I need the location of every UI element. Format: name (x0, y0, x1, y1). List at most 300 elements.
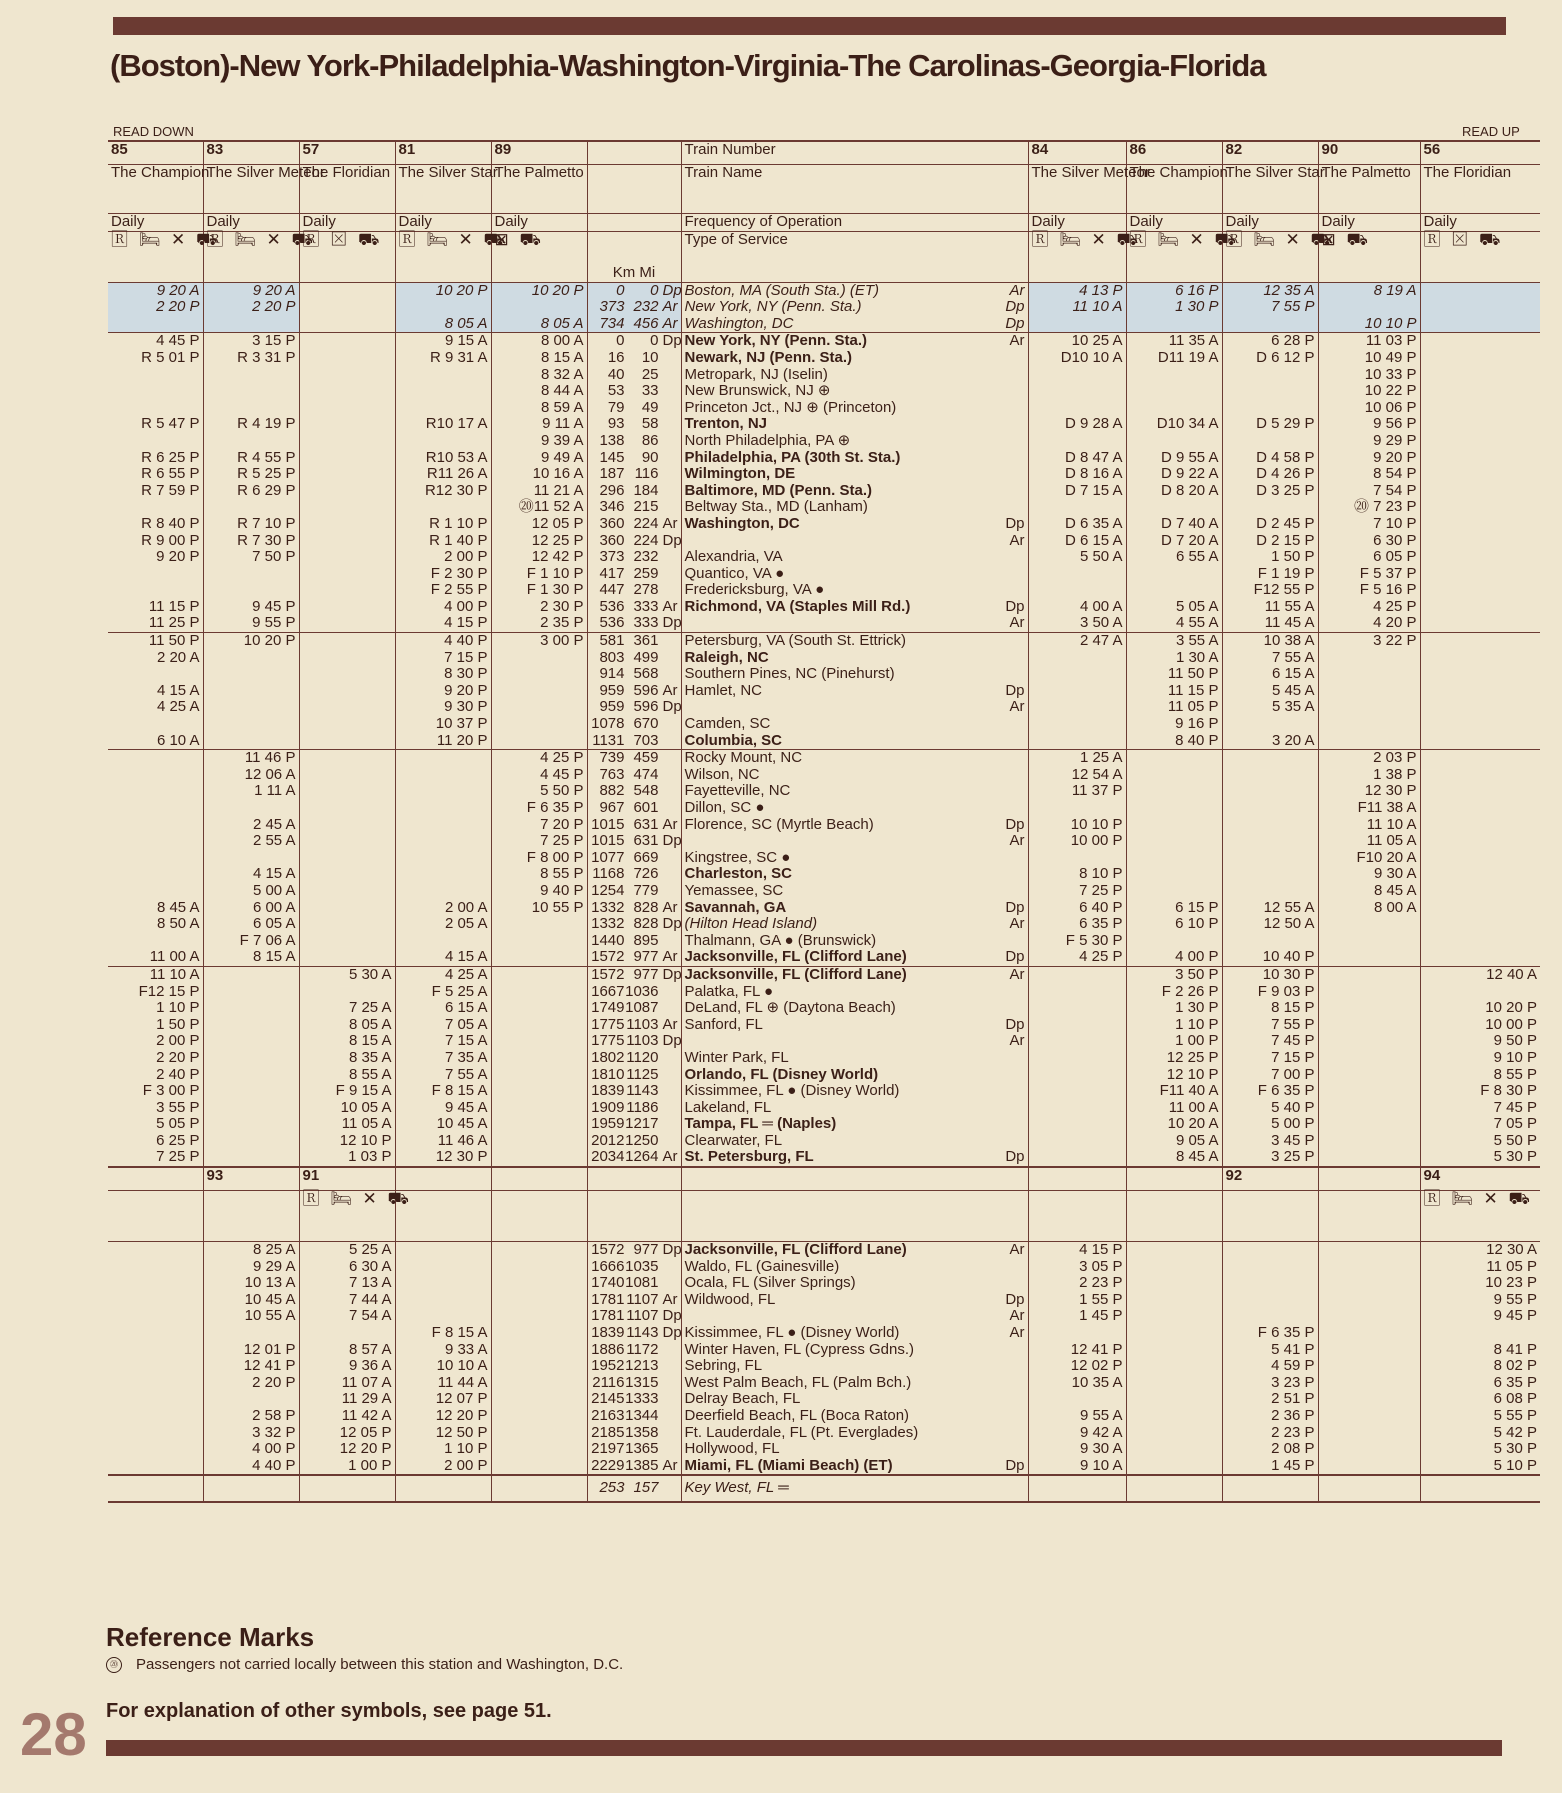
time-down-value (495, 949, 584, 966)
secondary-train-number: 93 (203, 1167, 299, 1191)
km: 581 (599, 632, 625, 650)
time-up-value (1424, 433, 1538, 450)
station-line (685, 367, 1025, 384)
time-down-value (495, 967, 584, 984)
time-down-value (207, 1325, 296, 1342)
mi: 474 (633, 765, 659, 783)
time-down-value: 11 42 A (341, 1407, 392, 1424)
time-down-value: 9 45 A (444, 1098, 488, 1116)
time-down-value (495, 1408, 584, 1425)
km-mi-value (591, 1324, 682, 1342)
time-up-value (1032, 499, 1123, 516)
time-up-value (1032, 1000, 1123, 1017)
time-down-value (495, 1133, 584, 1150)
time-up-value: 12 54 A (1071, 765, 1123, 783)
time-up-value (1424, 582, 1538, 599)
mi: 669 (633, 848, 659, 866)
time-up-value (1424, 883, 1538, 900)
km-mi-value (591, 1083, 678, 1100)
time-up-value (1322, 916, 1417, 933)
km: 0 (616, 332, 625, 350)
time-down-value: 9 20 P (156, 548, 200, 566)
time-down-value: F 9 15 A (335, 1082, 392, 1100)
footer-cell (1028, 1475, 1126, 1502)
time-up-value: 6 10 P (1175, 915, 1219, 933)
time-up-value: 9 30 A (1079, 1440, 1123, 1458)
km: 1775 (591, 1032, 625, 1050)
mi: 184 (633, 481, 659, 499)
station-line (685, 516, 1025, 533)
time-up-value: 10 10 P (1364, 314, 1417, 332)
station-line (685, 1242, 1025, 1259)
time-up-value (1130, 400, 1219, 417)
time-down-value: R 5 47 P (141, 415, 200, 433)
time-up-value (1322, 666, 1417, 683)
station-name: Jacksonville, FL (Clifford Lane) (684, 965, 907, 983)
station-name: Tampa, FL ═ (Naples) (684, 1115, 837, 1133)
footer-cell (395, 1475, 491, 1502)
time-down-value (303, 483, 392, 500)
secondary-service (1126, 1191, 1222, 1242)
time-down-value (303, 716, 392, 733)
mi: 631 (633, 815, 659, 833)
station-line (685, 1342, 1025, 1359)
time-down-value (495, 1425, 584, 1442)
km-mi-value (591, 698, 682, 716)
time-up-value: 4 59 P (1271, 1357, 1315, 1375)
time-up-value: 6 40 P (1079, 898, 1123, 916)
time-down-value: 11 21 A (533, 481, 584, 499)
footer-cell (203, 1475, 299, 1502)
km: 2034 (591, 1148, 625, 1166)
arr-dep: Ar (662, 597, 678, 615)
time-down-value: 12 06 A (244, 765, 296, 783)
time-up-value: D 4 58 P (1256, 448, 1315, 466)
time-up-value: 6 55 A (1175, 548, 1219, 566)
km: 40 (607, 365, 625, 383)
time-down-value: R 7 30 P (237, 531, 296, 549)
time-down-value (111, 817, 200, 834)
station-name: Metropark, NJ (Iselin) (684, 365, 828, 383)
time-down-value (399, 383, 488, 400)
time-up-value (1322, 1425, 1417, 1442)
time-down-value: 4 00 P (252, 1440, 296, 1458)
time-up-value (1424, 416, 1538, 433)
km: 1078 (591, 715, 625, 733)
time-down-value (303, 350, 392, 367)
time-up-value: 12 50 A (1263, 915, 1315, 933)
time-up (1318, 750, 1420, 967)
time-up-value: 9 16 P (1175, 715, 1219, 733)
time-down-value: 12 41 P (243, 1357, 296, 1375)
time-up-value (1322, 1342, 1417, 1359)
time-up-value (1424, 533, 1538, 550)
mi: 1143 (626, 1082, 659, 1100)
reference-mark-line (106, 1656, 623, 1673)
time-down-value (111, 1275, 200, 1292)
time-down-value (111, 1342, 200, 1359)
time-up-value: D 4 26 P (1256, 465, 1315, 483)
arr-dep: Dp (662, 698, 682, 716)
time-up (1318, 633, 1420, 750)
arr-dep: Ar (1009, 915, 1025, 933)
circled-20-icon: ⑳ (106, 1657, 122, 1673)
train-name-up: The Champion (1126, 165, 1222, 214)
time-down (395, 282, 491, 333)
time-down-value: 11 07 A (341, 1373, 392, 1391)
time-up-value (1424, 299, 1538, 316)
time-up-value (1130, 1242, 1219, 1259)
time-down-value (207, 967, 296, 984)
time-up-value (1130, 566, 1219, 583)
km-mi-value (591, 1000, 678, 1017)
service-type-down: 🅁 🛏 ✕ ⛟ (203, 231, 299, 282)
time-up (1318, 966, 1420, 1167)
time-up (1028, 282, 1126, 333)
time-down-value: F 3 00 P (142, 1082, 200, 1100)
km: 0 (616, 281, 625, 299)
key-west-km (587, 1475, 681, 1502)
timetable (108, 140, 1540, 1503)
station-line (685, 400, 1025, 417)
time-up-value (1424, 750, 1538, 767)
mi: 1186 (626, 1098, 659, 1116)
km-mi-value (591, 716, 678, 733)
time-up-value: 12 40 A (1486, 965, 1537, 983)
km-mi-value (591, 949, 678, 966)
time-down-value: 2 58 P (252, 1407, 296, 1424)
mi: 25 (641, 365, 659, 383)
time-down-value (207, 1116, 296, 1133)
station-name: Hamlet, NC (684, 681, 763, 699)
time-up-value (1424, 333, 1538, 350)
time-up-value: 7 15 P (1271, 1048, 1315, 1066)
km: 1667 (591, 982, 625, 1000)
time-down-value (399, 400, 488, 417)
time-down-value (111, 800, 200, 817)
time-up-value (1130, 767, 1219, 784)
time-up-value: 11 05 A (1366, 832, 1417, 850)
time-up-value: 9 42 A (1079, 1423, 1123, 1441)
mi: 568 (633, 665, 659, 683)
arr-dep: Ar (1009, 965, 1025, 983)
station-name: Newark, NJ (Penn. Sta.) (684, 348, 853, 366)
km: 447 (599, 581, 625, 599)
time-down-value (495, 1100, 584, 1117)
km: 360 (599, 514, 625, 532)
time-down-value (495, 1275, 584, 1292)
km-mi (587, 333, 681, 633)
station-line (685, 466, 1025, 483)
time-down-value (111, 1375, 200, 1392)
time-down-value (495, 1067, 584, 1084)
train-number-down: 57 (299, 141, 395, 165)
time-up-value: 5 45 A (1271, 681, 1315, 699)
time-down-value: 10 20 P (243, 632, 296, 650)
time-down-value (303, 549, 392, 566)
arr-dep: Ar (662, 1148, 678, 1166)
time-up-value: 11 35 A (1168, 332, 1219, 350)
time-up-value: F 8 30 P (1480, 1082, 1537, 1100)
time-down-value (111, 582, 200, 599)
time-down-value (303, 533, 392, 550)
time-down-value: 7 54 A (348, 1307, 392, 1325)
time-up-value (1226, 716, 1315, 733)
time-down-value (207, 1149, 296, 1166)
time-down-value: 8 55 A (348, 1065, 392, 1083)
train-name-label: Train Name (681, 165, 1028, 214)
footer-cell (491, 1475, 587, 1502)
arr-dep: Ar (662, 898, 678, 916)
time-up (1420, 1242, 1540, 1476)
time-down-value (399, 499, 488, 516)
station-name: Kissimmee, FL ● (Disney World) (684, 1324, 900, 1342)
time-down (299, 633, 395, 750)
time-down-value (303, 499, 392, 516)
time-up (1420, 750, 1540, 967)
km: 1839 (591, 1082, 625, 1100)
time-down-value (207, 499, 296, 516)
time-up-value (1424, 633, 1538, 650)
km: 1131 (592, 731, 625, 749)
time-down-value: 2 30 P (540, 597, 584, 615)
time-down-value: 7 15 P (444, 648, 488, 666)
time-up-value: 11 10 A (1366, 815, 1417, 833)
frequency-down: Daily (108, 214, 203, 232)
arr-dep: Ar (1009, 698, 1025, 716)
station-name: Hollywood, FL (684, 1440, 780, 1458)
km: 145 (599, 448, 625, 466)
time-down-value: 4 15 A (156, 681, 200, 699)
time-up-value (1322, 1133, 1417, 1150)
time-down-value (207, 650, 296, 667)
arr-dep: Dp (1005, 1015, 1025, 1033)
time-up-value (1424, 783, 1538, 800)
time-up-value (1032, 1100, 1123, 1117)
time-up-value (1226, 1275, 1315, 1292)
time-up-value: 10 38 A (1263, 632, 1315, 650)
time-down-value: 9 20 A (156, 281, 200, 299)
station-line (685, 1067, 1025, 1084)
km-mi-value (591, 599, 678, 616)
time-up-value (1424, 733, 1538, 750)
station-line (685, 1358, 1025, 1375)
table-row (108, 282, 1540, 333)
time-down-value (399, 933, 488, 950)
time-up-value (1032, 967, 1123, 984)
time-up-value: D 8 20 A (1160, 481, 1219, 499)
time-down-value: 12 42 P (531, 548, 584, 566)
time-up-value: 10 30 P (1262, 965, 1315, 983)
time-up-value (1424, 283, 1538, 300)
time-up (1318, 333, 1420, 633)
arr-dep: Ar (1009, 1307, 1025, 1325)
time-up-value: 4 55 A (1175, 614, 1219, 632)
time-up-value (1424, 383, 1538, 400)
station-line (685, 949, 1025, 966)
arr-dep: Dp (1005, 314, 1025, 332)
km-mi-value (591, 416, 678, 433)
station-name: Wilson, NC (684, 765, 760, 783)
time-up-value: 11 37 P (1071, 782, 1123, 800)
time-down-value: 8 00 A (540, 332, 584, 350)
time-down-value (495, 650, 584, 667)
time-up (1318, 282, 1420, 333)
time-up (1222, 333, 1318, 633)
station-name: Savannah, GA (684, 898, 787, 916)
station-name: Fredericksburg, VA ● (684, 581, 825, 599)
time-down-value: F 8 00 P (526, 848, 584, 866)
train-number-up: 86 (1126, 141, 1222, 165)
station-name: Deerfield Beach, FL (Boca Raton) (684, 1407, 910, 1424)
time-down-value (207, 582, 296, 599)
station-name: Princeton Jct., NJ ⊕ (Princeton) (684, 398, 897, 416)
time-up-value: 8 02 P (1493, 1357, 1537, 1375)
km: 763 (599, 765, 625, 783)
station-line (685, 1391, 1025, 1408)
time-up-value (1130, 1275, 1219, 1292)
train-name-up: The Palmetto (1318, 165, 1420, 214)
time-down-value: 2 20 P (252, 298, 296, 316)
station-line (685, 1149, 1025, 1166)
station-line (685, 900, 1025, 917)
time-up-value: 5 30 P (1493, 1148, 1537, 1166)
time-up-value: 3 50 P (1175, 965, 1219, 983)
time-up-value: 3 25 P (1271, 1148, 1315, 1166)
time-up-value: 10 10 P (1070, 815, 1123, 833)
time-up-value (1322, 1259, 1417, 1276)
time-up-value: 2 23 P (1079, 1274, 1123, 1292)
time-down-value: 10 45 A (436, 1115, 488, 1133)
mi: 1213 (625, 1357, 659, 1375)
km: 1810 (591, 1065, 625, 1083)
time-up-value (1130, 582, 1219, 599)
secondary-service (1222, 1191, 1318, 1242)
time-down-value (207, 1050, 296, 1067)
time-down (299, 1242, 395, 1476)
km: 138 (599, 431, 625, 449)
time-down-value: 10 20 P (435, 281, 488, 299)
km: 2185 (591, 1423, 625, 1441)
time-down-value (303, 916, 392, 933)
time-up (1126, 1242, 1222, 1476)
km-mi-value (591, 1032, 682, 1050)
station-line (685, 1259, 1025, 1276)
time-up-value (1032, 850, 1123, 867)
station-name: Richmond, VA (Staples Mill Rd.) (684, 597, 911, 615)
km-mi-value (591, 383, 678, 400)
train-name-up: The Silver Star (1222, 165, 1318, 214)
time-up-value (1322, 650, 1417, 667)
arr-dep: Ar (662, 298, 678, 316)
time-up (1028, 1242, 1126, 1476)
station-line (685, 1050, 1025, 1067)
km-mi-value (591, 350, 678, 367)
time-up-value (1130, 750, 1219, 767)
time-down-value: F12 15 P (138, 982, 200, 1000)
arr-dep: Ar (1009, 531, 1025, 549)
time-up (1420, 966, 1540, 1167)
key-west-station: Key West, FL ═ (681, 1475, 1028, 1502)
table-row (108, 141, 1540, 165)
mi: 1103 (626, 1015, 659, 1033)
time-down-value (303, 599, 392, 616)
time-up-value (1032, 716, 1123, 733)
km: 967 (599, 799, 625, 816)
time-down-value: 10 13 A (244, 1274, 296, 1292)
mi: 1250 (625, 1131, 659, 1149)
service-type-down: 🅁 🛏 ✕ ⛟ (108, 231, 203, 282)
station-name: New Brunswick, NJ ⊕ (684, 382, 831, 400)
secondary-service (491, 1191, 587, 1242)
time-down-value: 5 25 A (348, 1241, 392, 1259)
time-up-value: F 9 03 P (1257, 982, 1315, 1000)
time-up (1222, 750, 1318, 967)
time-down-value: R 4 19 P (237, 415, 296, 433)
time-down-value: 11 44 A (437, 1373, 488, 1391)
km-mi-value (591, 1307, 682, 1325)
station-line (685, 1292, 1025, 1309)
km: 1781 (591, 1307, 625, 1325)
station-name: Trenton, NJ (684, 415, 768, 433)
time-up-value: 3 45 P (1271, 1131, 1315, 1149)
time-up-value (1322, 949, 1417, 966)
station-line (685, 1308, 1025, 1325)
time-down-value: 11 46 A (437, 1131, 488, 1149)
time-down-value: 11 10 A (149, 965, 200, 983)
time-up-value (1130, 1408, 1219, 1425)
table-row (108, 214, 1540, 232)
station-line (685, 1100, 1025, 1117)
time-up-value (1226, 1292, 1315, 1309)
time-up-value (1032, 566, 1123, 583)
time-down-value (111, 1408, 200, 1425)
station-line (685, 1425, 1025, 1442)
time-down-value: 11 20 P (436, 731, 488, 749)
station-line (685, 750, 1025, 767)
time-up-value: 1 10 P (1175, 1015, 1219, 1033)
train-number-label: Train Number (681, 141, 1028, 165)
time-up-value (1322, 683, 1417, 700)
arr-dep: Dp (1005, 1148, 1025, 1166)
time-up-value: 2 08 P (1271, 1440, 1315, 1458)
station-name: Sanford, FL (684, 1015, 763, 1033)
time-up-value: 8 41 P (1493, 1340, 1537, 1358)
time-up-value: 1 30 P (1175, 999, 1219, 1017)
time-down-value (303, 333, 392, 350)
km: 959 (599, 681, 625, 699)
mi: 779 (633, 881, 659, 899)
station-line (685, 566, 1025, 583)
symbol-explanation: For explanation of other symbols, see page 51. (106, 1700, 552, 1722)
time-up-value: 10 00 P (1485, 1015, 1537, 1033)
arr-dep: Ar (662, 1456, 678, 1474)
time-down (203, 750, 299, 967)
time-up-value (1130, 783, 1219, 800)
arr-dep: Dp (662, 832, 682, 850)
time-down-value (495, 683, 584, 700)
time-down-value (111, 666, 200, 683)
km: 1015 (591, 832, 625, 850)
time-down-value (495, 716, 584, 733)
km-mi-value (591, 666, 678, 683)
time-up-value: 10 49 P (1364, 348, 1417, 366)
time-up-value (1424, 615, 1538, 632)
time-up-value (1226, 499, 1315, 516)
time-up-value: 11 45 A (1264, 614, 1315, 632)
km-mi-value (591, 866, 678, 883)
time-down-value (111, 1242, 200, 1259)
